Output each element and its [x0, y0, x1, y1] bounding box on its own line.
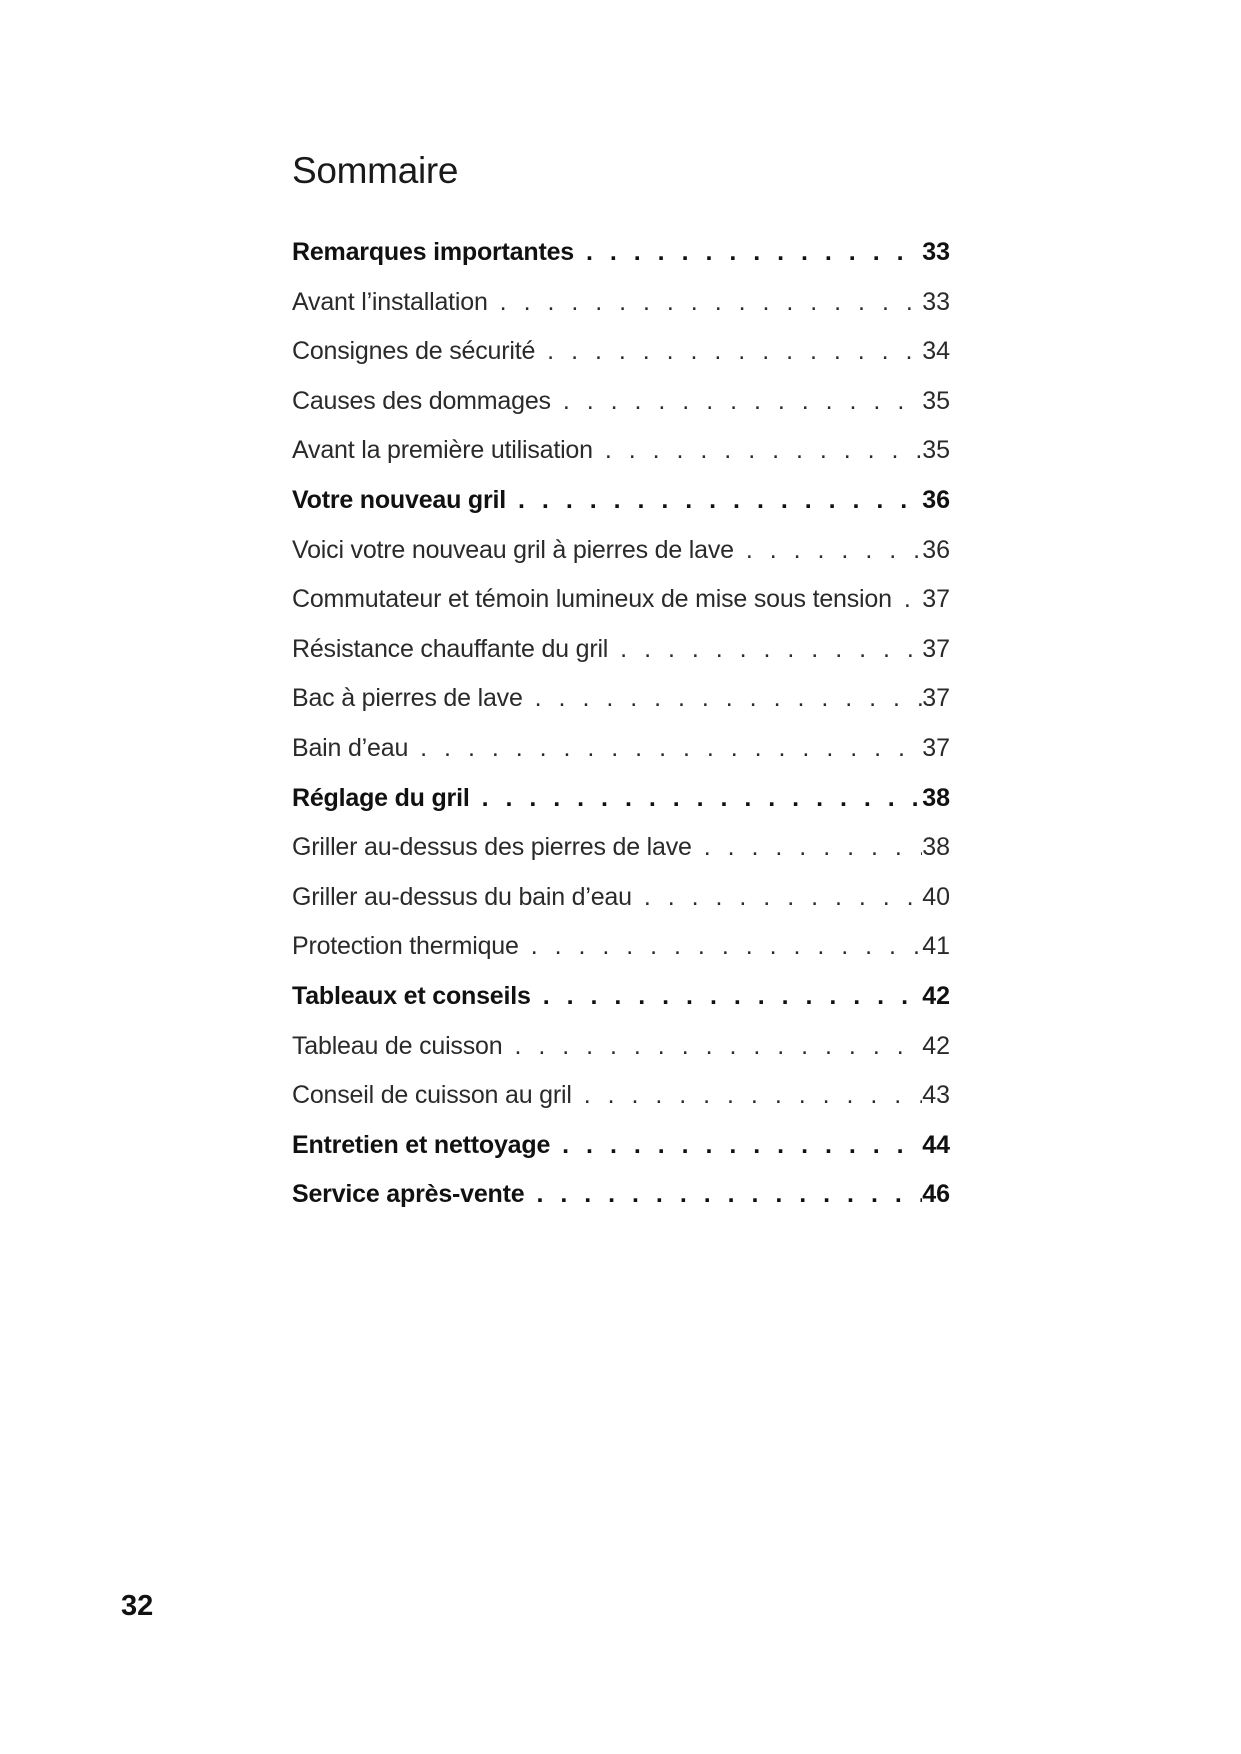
toc-dot-leader [502, 1032, 922, 1061]
toc-entry-label: Tableaux et conseils [292, 981, 531, 1010]
toc-entry [292, 436, 950, 486]
table-of-contents [292, 238, 950, 1230]
toc-dot-leader [551, 387, 922, 416]
toc-entry-page: 37 [922, 585, 950, 614]
toc-entry-page: 38 [922, 783, 950, 812]
toc-entry-label: Voici votre nouveau gril à pierres de lave [292, 535, 734, 564]
toc-entry-label: Résistance chauffante du gril [292, 634, 609, 663]
toc-entry-label: Entretien et nettoyage [292, 1130, 551, 1159]
toc-entry-label: Conseil de cuisson au gril [292, 1081, 572, 1110]
toc-entry [292, 288, 950, 338]
toc-entry [292, 784, 950, 834]
toc-dot-leader [734, 536, 922, 565]
toc-entry-page: 33 [922, 238, 950, 266]
toc-entry-page: 44 [922, 1130, 950, 1159]
toc-entry [292, 1180, 950, 1230]
toc-entry-label: Avant la première utilisation [292, 436, 593, 465]
toc-entry [292, 1081, 950, 1131]
toc-dot-leader [572, 1081, 923, 1110]
toc-entry-page: 42 [922, 1031, 950, 1060]
toc-entry [292, 635, 950, 685]
toc-entry-label: Votre nouveau gril [292, 485, 507, 514]
toc-entry-page: 38 [922, 833, 950, 862]
toc-entry-page: 43 [922, 1081, 950, 1110]
toc-dot-leader [535, 337, 922, 366]
toc-dot-leader [593, 436, 922, 465]
toc-dot-leader [519, 932, 923, 961]
toc-entry-label: Protection thermique [292, 932, 519, 961]
toc-entry [292, 883, 950, 933]
toc-entry-label: Remarques importantes [292, 238, 574, 266]
toc-entry-label: Griller au-dessus des pierres de lave [292, 833, 692, 862]
toc-entry-page: 42 [922, 981, 950, 1010]
toc-entry [292, 1032, 950, 1082]
toc-dot-leader [574, 238, 922, 267]
toc-dot-leader [408, 734, 922, 763]
toc-entry-label: Bain d’eau [292, 733, 409, 762]
toc-entry-page: 37 [922, 684, 950, 713]
toc-entry [292, 932, 950, 982]
page-number: 32 [121, 1590, 154, 1622]
toc-dot-leader [608, 635, 922, 664]
toc-entry-label: Avant l’installation [292, 287, 488, 316]
toc-dot-leader [523, 684, 923, 713]
toc-dot-leader [488, 288, 923, 317]
toc-entry-label: Causes des dommages [292, 386, 551, 415]
toc-entry [292, 238, 950, 288]
toc-entry-label: Réglage du gril [292, 783, 470, 812]
toc-entry-page: 37 [922, 733, 950, 762]
toc-entry [292, 734, 950, 784]
toc-entry [292, 1131, 950, 1181]
toc-dot-leader [892, 585, 922, 614]
toc-entry-label: Commutateur et témoin lumineux de mise sous tension [292, 585, 892, 614]
toc-entry-page: 35 [922, 436, 950, 465]
toc-entry [292, 982, 950, 1032]
toc-entry [292, 337, 950, 387]
toc-dot-leader [524, 1180, 922, 1209]
toc-dot-leader [692, 833, 922, 862]
toc-entry [292, 387, 950, 437]
toc-entry-page: 34 [922, 337, 950, 366]
toc-entry-page: 40 [922, 882, 950, 911]
toc-entry-page: 35 [922, 386, 950, 415]
toc-entry-page: 37 [922, 634, 950, 663]
toc-entry-page: 41 [922, 932, 950, 961]
toc-dot-leader [531, 982, 922, 1011]
page-title: Sommaire [292, 150, 459, 191]
toc-entry [292, 684, 950, 734]
toc-entry-label: Consignes de sécurité [292, 337, 536, 366]
toc-entry [292, 536, 950, 586]
toc-entry-page: 46 [922, 1180, 950, 1209]
toc-dot-leader [550, 1131, 922, 1160]
toc-dot-leader [506, 486, 922, 515]
toc-entry-page: 36 [922, 485, 950, 514]
toc-entry [292, 585, 950, 635]
toc-entry-page: 36 [922, 535, 950, 564]
toc-entry-label: Griller au-dessus du bain d’eau [292, 882, 632, 911]
toc-entry-label: Bac à pierres de lave [292, 684, 523, 713]
toc-entry-label: Service après-vente [292, 1180, 525, 1209]
toc-dot-leader [470, 784, 923, 813]
toc-entry [292, 833, 950, 883]
toc-entry-page: 33 [922, 287, 950, 316]
toc-entry [292, 486, 950, 536]
toc-entry-label: Tableau de cuisson [292, 1031, 503, 1060]
toc-dot-leader [632, 883, 922, 912]
